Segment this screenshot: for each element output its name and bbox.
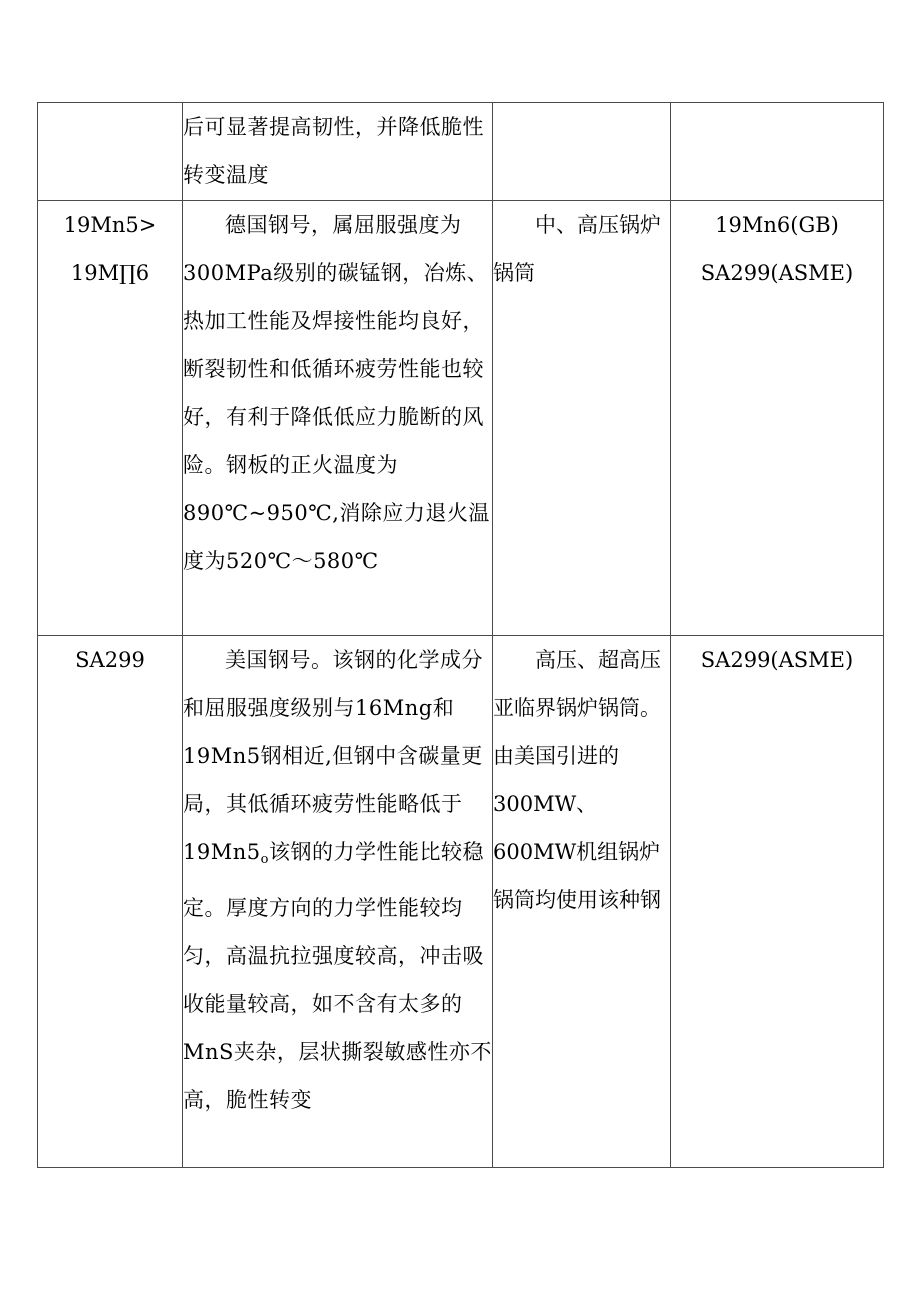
- steel-grades-table: [37, 102, 884, 1168]
- grade-cell: [38, 201, 183, 636]
- application-cell: [493, 201, 671, 636]
- table-row: [38, 636, 884, 1168]
- equivalent-grades-cell: [671, 201, 884, 636]
- grade-name-line: 19Mn5>: [63, 213, 157, 237]
- description-cell: [183, 201, 493, 636]
- table-row: [38, 201, 884, 636]
- application-text: 高压、超高压亚临界锅炉锅筒。由美国引进的300MW、600MW机组锅炉锅筒均使用该种钢: [493, 648, 661, 912]
- description-subscript: o: [260, 852, 269, 867]
- description-text: 德国钢号，属屈服强度为300MPa级别的碳锰钢，冶炼、热加工性能及焊接性能均良好，断裂韧性和低循环疲劳性能也较好，有利于降低低应力脆断的风险。钢板的正火温度为890℃~950℃,消除应力退火温度为520℃～580℃: [183, 213, 490, 573]
- grade-name-line: 19M∏6: [70, 261, 150, 285]
- grade-cell: [38, 103, 183, 201]
- application-text: 中、高压锅炉锅筒: [493, 213, 661, 285]
- grade-name-line: SA299: [75, 648, 145, 672]
- description-part: 该钢的力学性能比较稳定。厚度方向的力学性能较均匀，高温抗拉强度较高，冲击吸收能量较高，如不含有太多的MnS夹杂，层状撕裂敏感性亦不高，脆性转变: [183, 840, 492, 1112]
- application-cell: [493, 103, 671, 201]
- equivalent-grade: SA299(ASME): [700, 261, 854, 285]
- application-cell: [493, 636, 671, 1168]
- description-cell: [183, 103, 493, 201]
- description-text: [183, 636, 492, 1124]
- table-row: [38, 103, 884, 201]
- equivalent-grade: SA299(ASME): [700, 648, 854, 672]
- description-text: 后可显著提高韧性，并降低脆性转变温度: [183, 115, 484, 187]
- equivalent-grade: 19Mn6(GB): [715, 213, 839, 237]
- equivalent-grades-cell: [671, 103, 884, 201]
- description-part: 美国钢号。该钢的化学成分和屈服强度级别与16Mng和19Mn5钢相近,但钢中含碳量更局，其低循环疲劳性能略低于19Mn5: [183, 648, 483, 864]
- description-cell: [183, 636, 493, 1168]
- grade-cell: [38, 636, 183, 1168]
- equivalent-grades-cell: [671, 636, 884, 1168]
